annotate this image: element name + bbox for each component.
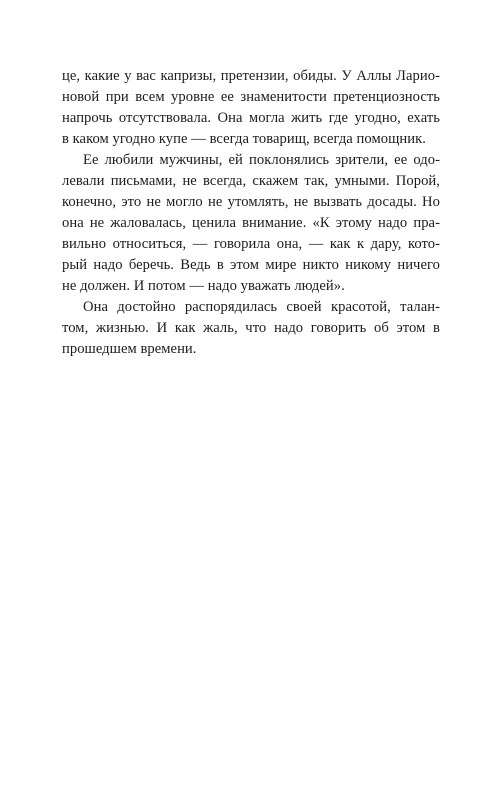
text-line: рый надо беречь. Ведь в этом мире никто никому ничего	[62, 257, 440, 273]
text-line: прошедшем времени.	[62, 341, 197, 357]
text-line: Она достойно распорядилась своей красотой, талан-	[83, 299, 440, 315]
text-line: в каком угодно купе — всегда товарищ, всегда помощник.	[62, 131, 426, 147]
body-text	[62, 66, 440, 360]
paragraph-2	[62, 150, 440, 297]
paragraph-3	[62, 297, 440, 360]
text-line: левали письмами, не всегда, скажем так, умными. Порой,	[62, 173, 440, 189]
text-line: конечно, это не могло не утомлять, не вызвать досады. Но	[62, 194, 440, 210]
paragraph-1	[62, 66, 440, 150]
text-line: вильно относиться, — говорила она, — как к дару, кото-	[62, 236, 440, 252]
text-line: новой при всем уровне ее знаменитости претенциозность	[62, 89, 440, 105]
text-line: не должен. И потом — надо уважать людей».	[62, 278, 345, 294]
text-line: це, какие у вас капризы, претензии, обиды. У Аллы Ларио-	[62, 68, 440, 84]
text-line: том, жизнью. И как жаль, что надо говорить об этом в	[62, 320, 440, 336]
text-line: она не жаловалась, ценила внимание. «К этому надо пра-	[62, 215, 440, 231]
text-line: напрочь отсутствовала. Она могла жить где угодно, ехать	[62, 110, 440, 126]
text-line: Ее любили мужчины, ей поклонялись зрители, ее одо-	[83, 152, 440, 168]
